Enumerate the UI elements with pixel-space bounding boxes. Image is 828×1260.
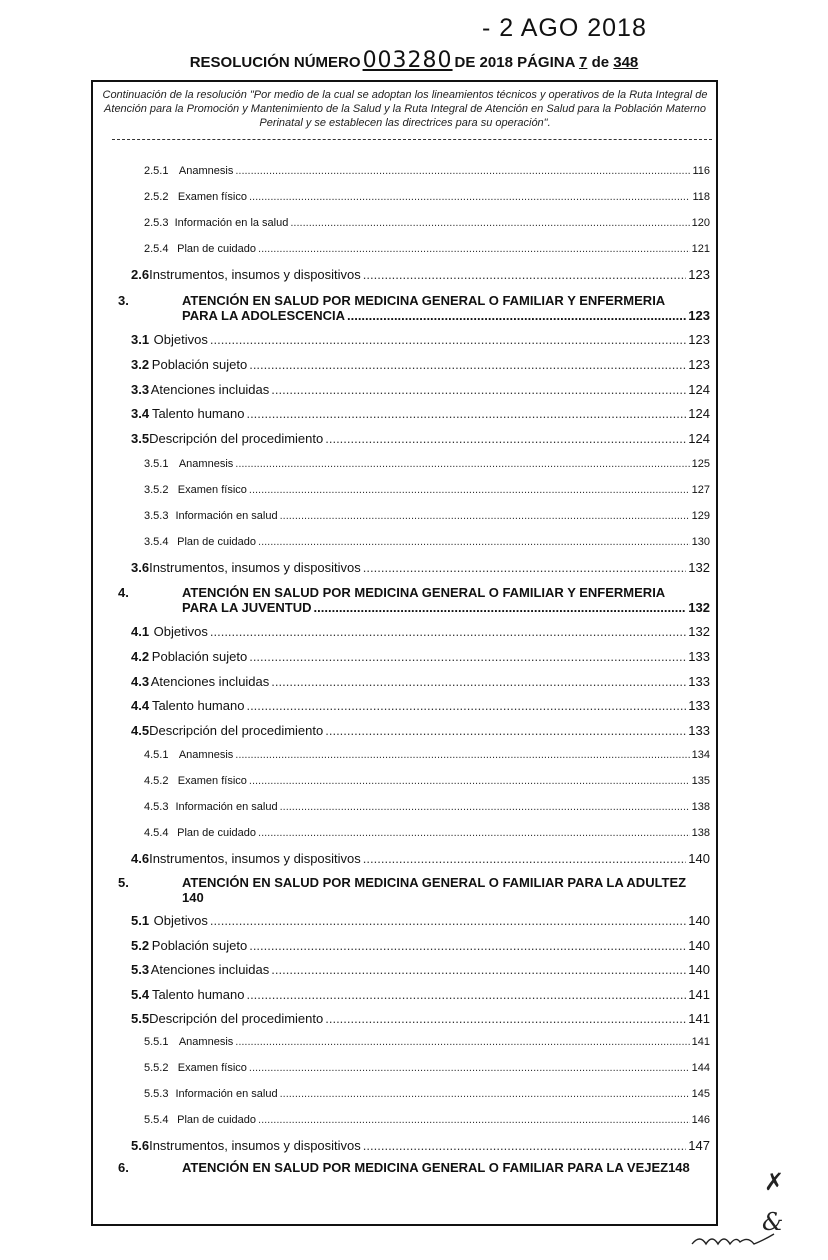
chapter-number: 4. [118, 585, 129, 600]
toc-title: Información en salud [175, 1088, 278, 1100]
toc-entry[interactable] [131, 987, 710, 1002]
toc-entry[interactable] [131, 698, 710, 713]
toc-page: 121 [691, 243, 710, 255]
dashed-divider [112, 139, 712, 140]
handwritten-signature-mark: & [762, 1208, 784, 1236]
toc-leader [363, 267, 687, 282]
toc-title: Plan de cuidado [177, 536, 257, 548]
toc-entry[interactable] [131, 962, 710, 977]
toc-leader [258, 536, 690, 548]
toc-entry[interactable] [144, 1036, 710, 1048]
chapter-title-line1: ATENCIÓN EN SALUD POR MEDICINA GENERAL O FAMILIAR Y ENFERMERIA [182, 293, 666, 308]
toc-entry[interactable] [131, 560, 710, 575]
toc-number: 2.6 [131, 267, 150, 282]
toc-entry[interactable] [131, 624, 710, 639]
toc-leader [210, 624, 686, 639]
toc-page: 133 [688, 674, 710, 689]
toc-page: 123 [688, 267, 710, 282]
toc-number: 3.4 [131, 406, 150, 421]
toc-page: 133 [688, 649, 710, 664]
toc-entry[interactable] [144, 191, 710, 203]
toc-page: 144 [691, 1062, 710, 1074]
toc-page: 141 [688, 987, 710, 1002]
toc-title: Instrumentos, insumos y dispositivos [149, 851, 361, 866]
toc-leader [271, 382, 686, 397]
toc-number: 4.2 [131, 649, 150, 664]
toc-number: 5.5.3 [144, 1088, 169, 1100]
toc-number: 3.5 [131, 431, 150, 446]
toc-number: 5.4 [131, 987, 150, 1002]
toc-leader [258, 827, 690, 839]
toc-page: 123 [688, 308, 710, 323]
chapter-title-line2: PARA LA ADOLESCENCIA [182, 308, 345, 323]
toc-entry[interactable] [144, 484, 710, 496]
toc-number: 3.5.1 [144, 458, 169, 470]
toc-number: 5.5.4 [144, 1114, 169, 1126]
toc-title: Examen físico [177, 191, 247, 203]
toc-entry[interactable] [144, 217, 710, 229]
toc-entry[interactable] [131, 913, 710, 928]
toc-leader [258, 243, 690, 255]
toc-chapter[interactable] [118, 1160, 718, 1175]
toc-leader [280, 510, 690, 522]
chapter-title-line1: ATENCIÓN EN SALUD POR MEDICINA GENERAL O FAMILIAR PARA LA ADULTEZ [182, 875, 687, 890]
toc-entry[interactable] [131, 382, 710, 397]
resolution-label: RESOLUCIÓN NÚMERO [189, 54, 361, 71]
toc-page: 141 [688, 1011, 710, 1026]
toc-number: 5.2 [131, 938, 150, 953]
toc-leader [246, 406, 686, 421]
toc-number: 4.5.2 [144, 775, 169, 787]
toc-leader [325, 1011, 686, 1026]
toc-leader [363, 1138, 687, 1153]
toc-leader [235, 749, 689, 761]
toc-page: 135 [691, 775, 710, 787]
toc-leader [235, 458, 689, 470]
resolution-header [0, 48, 828, 73]
toc-title: Instrumentos, insumos y dispositivos [149, 560, 361, 575]
toc-title: Descripción del procedimiento [149, 1011, 324, 1026]
toc-number: 3.1 [131, 332, 150, 347]
toc-number: 3.5.3 [144, 510, 169, 522]
toc-page: 134 [691, 749, 710, 761]
toc-title: Talento humano [151, 698, 245, 713]
toc-leader [235, 1036, 689, 1048]
toc-leader [280, 801, 690, 813]
toc-leader [258, 1114, 690, 1126]
toc-leader [363, 560, 687, 575]
toc-page: 148 [668, 1160, 690, 1175]
toc-title: Plan de cuidado [177, 1114, 257, 1126]
toc-page: 132 [688, 624, 710, 639]
toc-title: Instrumentos, insumos y dispositivos [149, 267, 361, 282]
toc-number: 3.5.4 [144, 536, 169, 548]
toc-chapter[interactable] [118, 585, 710, 615]
continuation-note: Continuación de la resolución "Por medio de la cual se adoptan los lineamientos técnicos y operativos de la Ruta Integral de Atención para la Promoción y Mantenimiento de la Salud y la Ruta Integral de Atención en Salud para la Población Materno Perinatal y se establecen las directrices para su operación". [102, 89, 708, 129]
toc-leader [249, 938, 686, 953]
toc-entry[interactable] [131, 938, 710, 953]
toc-page: 141 [691, 1036, 710, 1048]
toc-entry[interactable] [131, 649, 710, 664]
toc-entry[interactable] [144, 510, 710, 522]
total-pages: 348 [613, 54, 639, 71]
toc-page: 140 [182, 890, 204, 905]
date-stamp: - 2 AGO 2018 [482, 14, 647, 42]
toc-leader [290, 217, 689, 229]
toc-leader [246, 987, 686, 1002]
toc-entry[interactable] [144, 827, 710, 839]
toc-page: 130 [691, 536, 710, 548]
toc-leader [325, 723, 686, 738]
toc-number: 4.5 [131, 723, 150, 738]
toc-entry[interactable] [131, 431, 710, 446]
toc-number: 4.4 [131, 698, 150, 713]
toc-number: 5.1 [131, 913, 150, 928]
toc-number: 2.5.3 [144, 217, 169, 229]
toc-number: 3.6 [131, 560, 150, 575]
toc-number: 4.6 [131, 851, 150, 866]
toc-page: 140 [688, 851, 710, 866]
toc-entry[interactable] [131, 332, 710, 347]
toc-title: Talento humano [151, 987, 245, 1002]
toc-title: Información en la salud [174, 217, 289, 229]
toc-entry[interactable] [144, 801, 710, 813]
toc-number: 4.5.1 [144, 749, 169, 761]
toc-page: 125 [691, 458, 710, 470]
toc-page: 132 [688, 560, 710, 575]
toc-page: 132 [688, 600, 710, 615]
toc-title: Objetivos [153, 913, 208, 928]
toc-leader [280, 1088, 690, 1100]
toc-leader [249, 649, 686, 664]
toc-entry[interactable] [144, 458, 710, 470]
toc-leader [271, 674, 686, 689]
toc-number: 5.5.1 [144, 1036, 169, 1048]
toc-page: 123 [688, 357, 710, 372]
chapter-title: ATENCIÓN EN SALUD POR MEDICINA GENERAL O FAMILIAR PARA LA VEJEZ [182, 1160, 669, 1175]
toc-leader [271, 962, 686, 977]
toc-title: Talento humano [151, 406, 245, 421]
toc-page: 124 [688, 382, 710, 397]
handwritten-initial-mark: ✗ [764, 1168, 785, 1196]
toc-title: Examen físico [177, 775, 247, 787]
toc-entry[interactable] [144, 536, 710, 548]
toc-entry[interactable] [131, 723, 710, 738]
toc-entry[interactable] [131, 674, 710, 689]
toc-page: 145 [691, 1088, 710, 1100]
toc-entry[interactable] [144, 165, 710, 177]
toc-title: Atenciones incluidas [150, 962, 270, 977]
toc-leader [210, 332, 686, 347]
toc-leader [246, 698, 686, 713]
toc-title: Anamnesis [178, 1036, 234, 1048]
toc-leader [347, 308, 686, 323]
toc-leader [249, 1062, 690, 1074]
toc-number: 4.5.4 [144, 827, 169, 839]
resolution-number: 003280 [362, 48, 453, 73]
toc-chapter[interactable] [118, 875, 710, 905]
toc-title: Población sujeto [151, 938, 248, 953]
toc-page: 123 [688, 332, 710, 347]
toc-leader [249, 357, 686, 372]
toc-number: 3.5.2 [144, 484, 169, 496]
chapter-number: 6. [118, 1160, 129, 1175]
toc-entry[interactable] [131, 357, 710, 372]
toc-title: Población sujeto [151, 649, 248, 664]
toc-title: Plan de cuidado [177, 827, 257, 839]
toc-number: 3.2 [131, 357, 150, 372]
toc-page: 147 [688, 1138, 710, 1153]
toc-entry[interactable] [131, 267, 710, 282]
toc-page: 127 [691, 484, 710, 496]
toc-page: 129 [691, 510, 710, 522]
toc-number: 5.6 [131, 1138, 150, 1153]
toc-page: 146 [691, 1114, 710, 1126]
toc-title: Descripción del procedimiento [149, 431, 324, 446]
toc-number: 5.5.2 [144, 1062, 169, 1074]
chapter-number: 5. [118, 875, 129, 890]
toc-page: 124 [688, 431, 710, 446]
page-number: 7 [579, 54, 588, 71]
toc-title: Anamnesis [178, 458, 234, 470]
chapter-title-line1: ATENCIÓN EN SALUD POR MEDICINA GENERAL O FAMILIAR Y ENFERMERIA [182, 585, 666, 600]
toc-leader [249, 484, 690, 496]
of-text: de [591, 54, 610, 71]
toc-leader [249, 775, 690, 787]
toc-number: 2.5.4 [144, 243, 169, 255]
toc-leader [363, 851, 687, 866]
toc-title: Información en salud [175, 510, 278, 522]
chapter-number: 3. [118, 293, 129, 308]
toc-page: 124 [688, 406, 710, 421]
toc-number: 5.3 [131, 962, 150, 977]
toc-title: Población sujeto [151, 357, 248, 372]
toc-title: Examen físico [177, 1062, 247, 1074]
toc-title: Objetivos [153, 332, 208, 347]
toc-title: Instrumentos, insumos y dispositivos [149, 1138, 361, 1153]
toc-leader [249, 191, 691, 203]
toc-page: 138 [691, 827, 710, 839]
toc-number: 4.3 [131, 674, 150, 689]
toc-page: 140 [688, 913, 710, 928]
toc-number: 4.1 [131, 624, 150, 639]
toc-page: 116 [692, 165, 710, 177]
toc-page: 120 [691, 217, 710, 229]
toc-leader [210, 913, 686, 928]
toc-entry[interactable] [144, 1088, 710, 1100]
toc-chapter[interactable] [118, 293, 710, 323]
toc-title: Atenciones incluidas [150, 382, 270, 397]
toc-page: 133 [688, 723, 710, 738]
toc-entry[interactable] [131, 1011, 710, 1026]
toc-entry[interactable] [131, 406, 710, 421]
toc-entry[interactable] [144, 775, 710, 787]
toc-number: 2.5.1 [144, 165, 169, 177]
toc-entry[interactable] [144, 749, 710, 761]
toc-entry[interactable] [144, 1062, 710, 1074]
toc-page: 140 [688, 962, 710, 977]
toc-page: 133 [688, 698, 710, 713]
toc-entry[interactable] [131, 1138, 710, 1153]
toc-leader [314, 600, 687, 615]
toc-page: 118 [692, 191, 710, 203]
toc-page: 140 [688, 938, 710, 953]
toc-number: 4.5.3 [144, 801, 169, 813]
toc-title: Examen físico [177, 484, 247, 496]
toc-page: 138 [691, 801, 710, 813]
toc-entry[interactable] [144, 1114, 710, 1126]
toc-number: 3.3 [131, 382, 150, 397]
toc-title: Anamnesis [178, 165, 234, 177]
chapter-title-line2: PARA LA JUVENTUD [182, 600, 312, 615]
toc-title: Información en salud [175, 801, 278, 813]
handwritten-signature [690, 1228, 780, 1252]
toc-title: Plan de cuidado [177, 243, 257, 255]
toc-entry[interactable] [144, 243, 710, 255]
toc-number: 5.5 [131, 1011, 150, 1026]
toc-title: Anamnesis [178, 749, 234, 761]
toc-number: 2.5.2 [144, 191, 169, 203]
toc-title: Descripción del procedimiento [149, 723, 324, 738]
year-page-text: DE 2018 PÁGINA [454, 54, 575, 71]
toc-entry[interactable] [131, 851, 710, 866]
toc-title: Atenciones incluidas [150, 674, 270, 689]
toc-leader [325, 431, 686, 446]
toc-title: Objetivos [153, 624, 208, 639]
toc-leader [235, 165, 690, 177]
